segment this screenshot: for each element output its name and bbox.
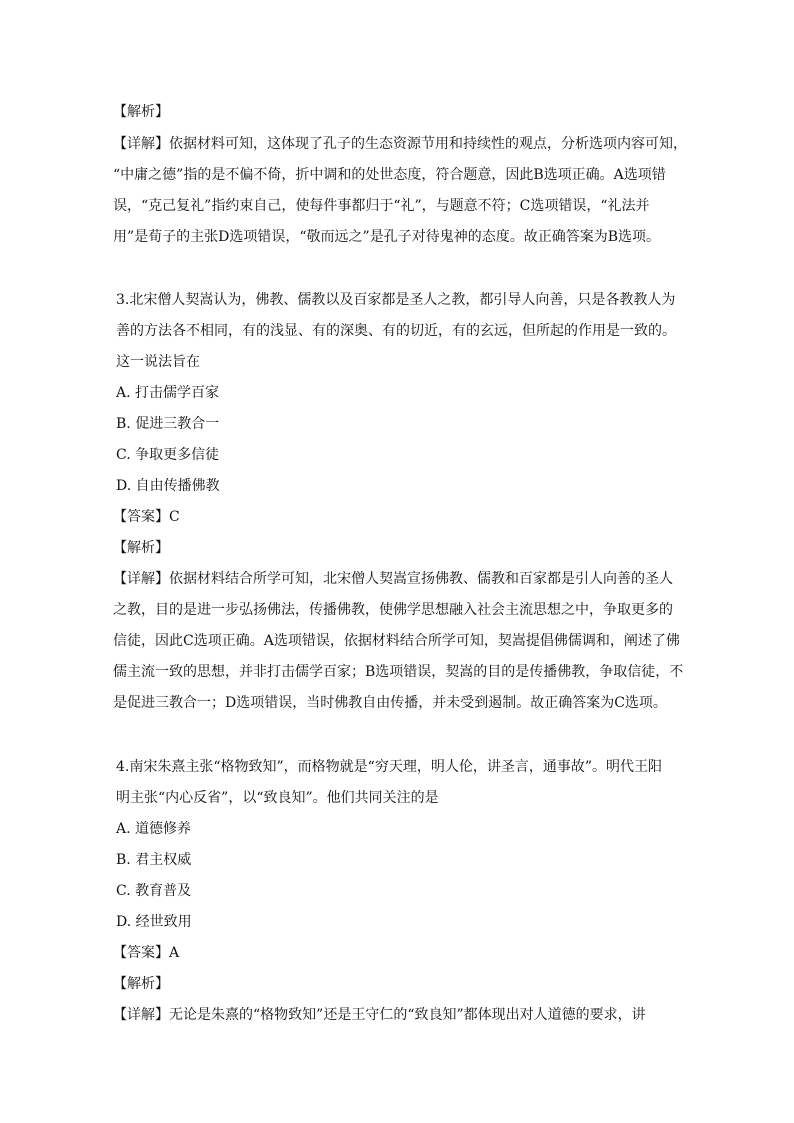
question-4-option-b: B. 君主权威: [116, 852, 192, 868]
question-4-option-d: D. 经世致用: [116, 914, 192, 930]
question-3-analysis-label: 【解析】: [113, 540, 169, 556]
question-3-detail-line: 【详解】依据材料结合所学可知，北宋僧人契嵩宣扬佛教、儒教和百家都是引人向善的圣人: [113, 571, 673, 587]
question-4-detail-line: 【详解】无论是朱熹的“格物致知”还是王守仁的“致良知”都体现出对人道德的要求，讲: [113, 1007, 646, 1023]
question-3-option-c: C. 争取更多信徒: [116, 447, 220, 463]
question-3-detail-line: 信徒，因此C选项正确。A选项错误，依据材料结合所学可知，契嵩提倡佛儒调和，阐述了佛: [113, 633, 680, 649]
question-3-stem-line: 善的方法各不相同，有的浅显、有的深奥、有的切近，有的玄远，但所起的作用是一致的。: [116, 323, 676, 339]
detail-line: 【详解】依据材料可知，这体现了孔子的生态资源节用和持续性的观点，分析选项内容可知，: [113, 136, 687, 152]
question-3-detail-line: 儒主流一致的思想，并非打击儒学百家；B选项错误，契嵩的目的是传播佛教，争取信徒，不: [113, 664, 684, 680]
question-4-stem-line: 明主张“内心反省”，以“致良知”。他们共同关注的是: [116, 790, 439, 806]
question-3-stem-line: 3.北宋僧人契嵩认为，佛教、儒教以及百家都是圣人之教，都引导人向善，只是各教教人为: [116, 292, 676, 308]
question-3-option-a: A. 打击儒学百家: [116, 385, 220, 401]
detail-line: 误，“克己复礼”指约束自己，使每件事都归于“礼”，与题意不符；C选项错误，“礼法并: [113, 198, 650, 214]
question-3-detail-line: 是促进三教合一；D选项错误，当时佛教自由传播，并未受到遏制。故正确答案为C选项。: [113, 695, 667, 711]
question-3-stem-line: 这一说法旨在: [116, 354, 200, 370]
analysis-label: 【解析】: [113, 104, 169, 120]
question-4-analysis-label: 【解析】: [113, 976, 169, 992]
question-3-option-b: B. 促进三教合一: [116, 416, 220, 432]
question-3-detail-line: 之教，目的是进一步弘扬佛法，传播佛教，使佛学思想融入社会主流思想之中，争取更多的: [113, 602, 673, 618]
question-4-option-c: C. 教育普及: [116, 883, 192, 899]
question-3-option-d: D. 自由传播佛教: [116, 478, 220, 494]
question-4-stem-line: 4.南宋朱熹主张“格物致知”，而格物就是“穷天理，明人伦，讲圣言，通事故”。明代王阳: [116, 759, 662, 775]
detail-line: 用”是荀子的主张D选项错误，“敬而远之”是孔子对待鬼神的态度。故正确答案为B选项。: [113, 229, 660, 245]
question-3-answer: 【答案】C: [113, 509, 180, 525]
detail-line: “中庸之德”指的是不偏不倚，折中调和的处世态度，符合题意，因此B选项正确。A选项错: [113, 167, 666, 183]
question-4-answer: 【答案】A: [113, 945, 180, 961]
question-4-option-a: A. 道德修养: [116, 821, 192, 837]
